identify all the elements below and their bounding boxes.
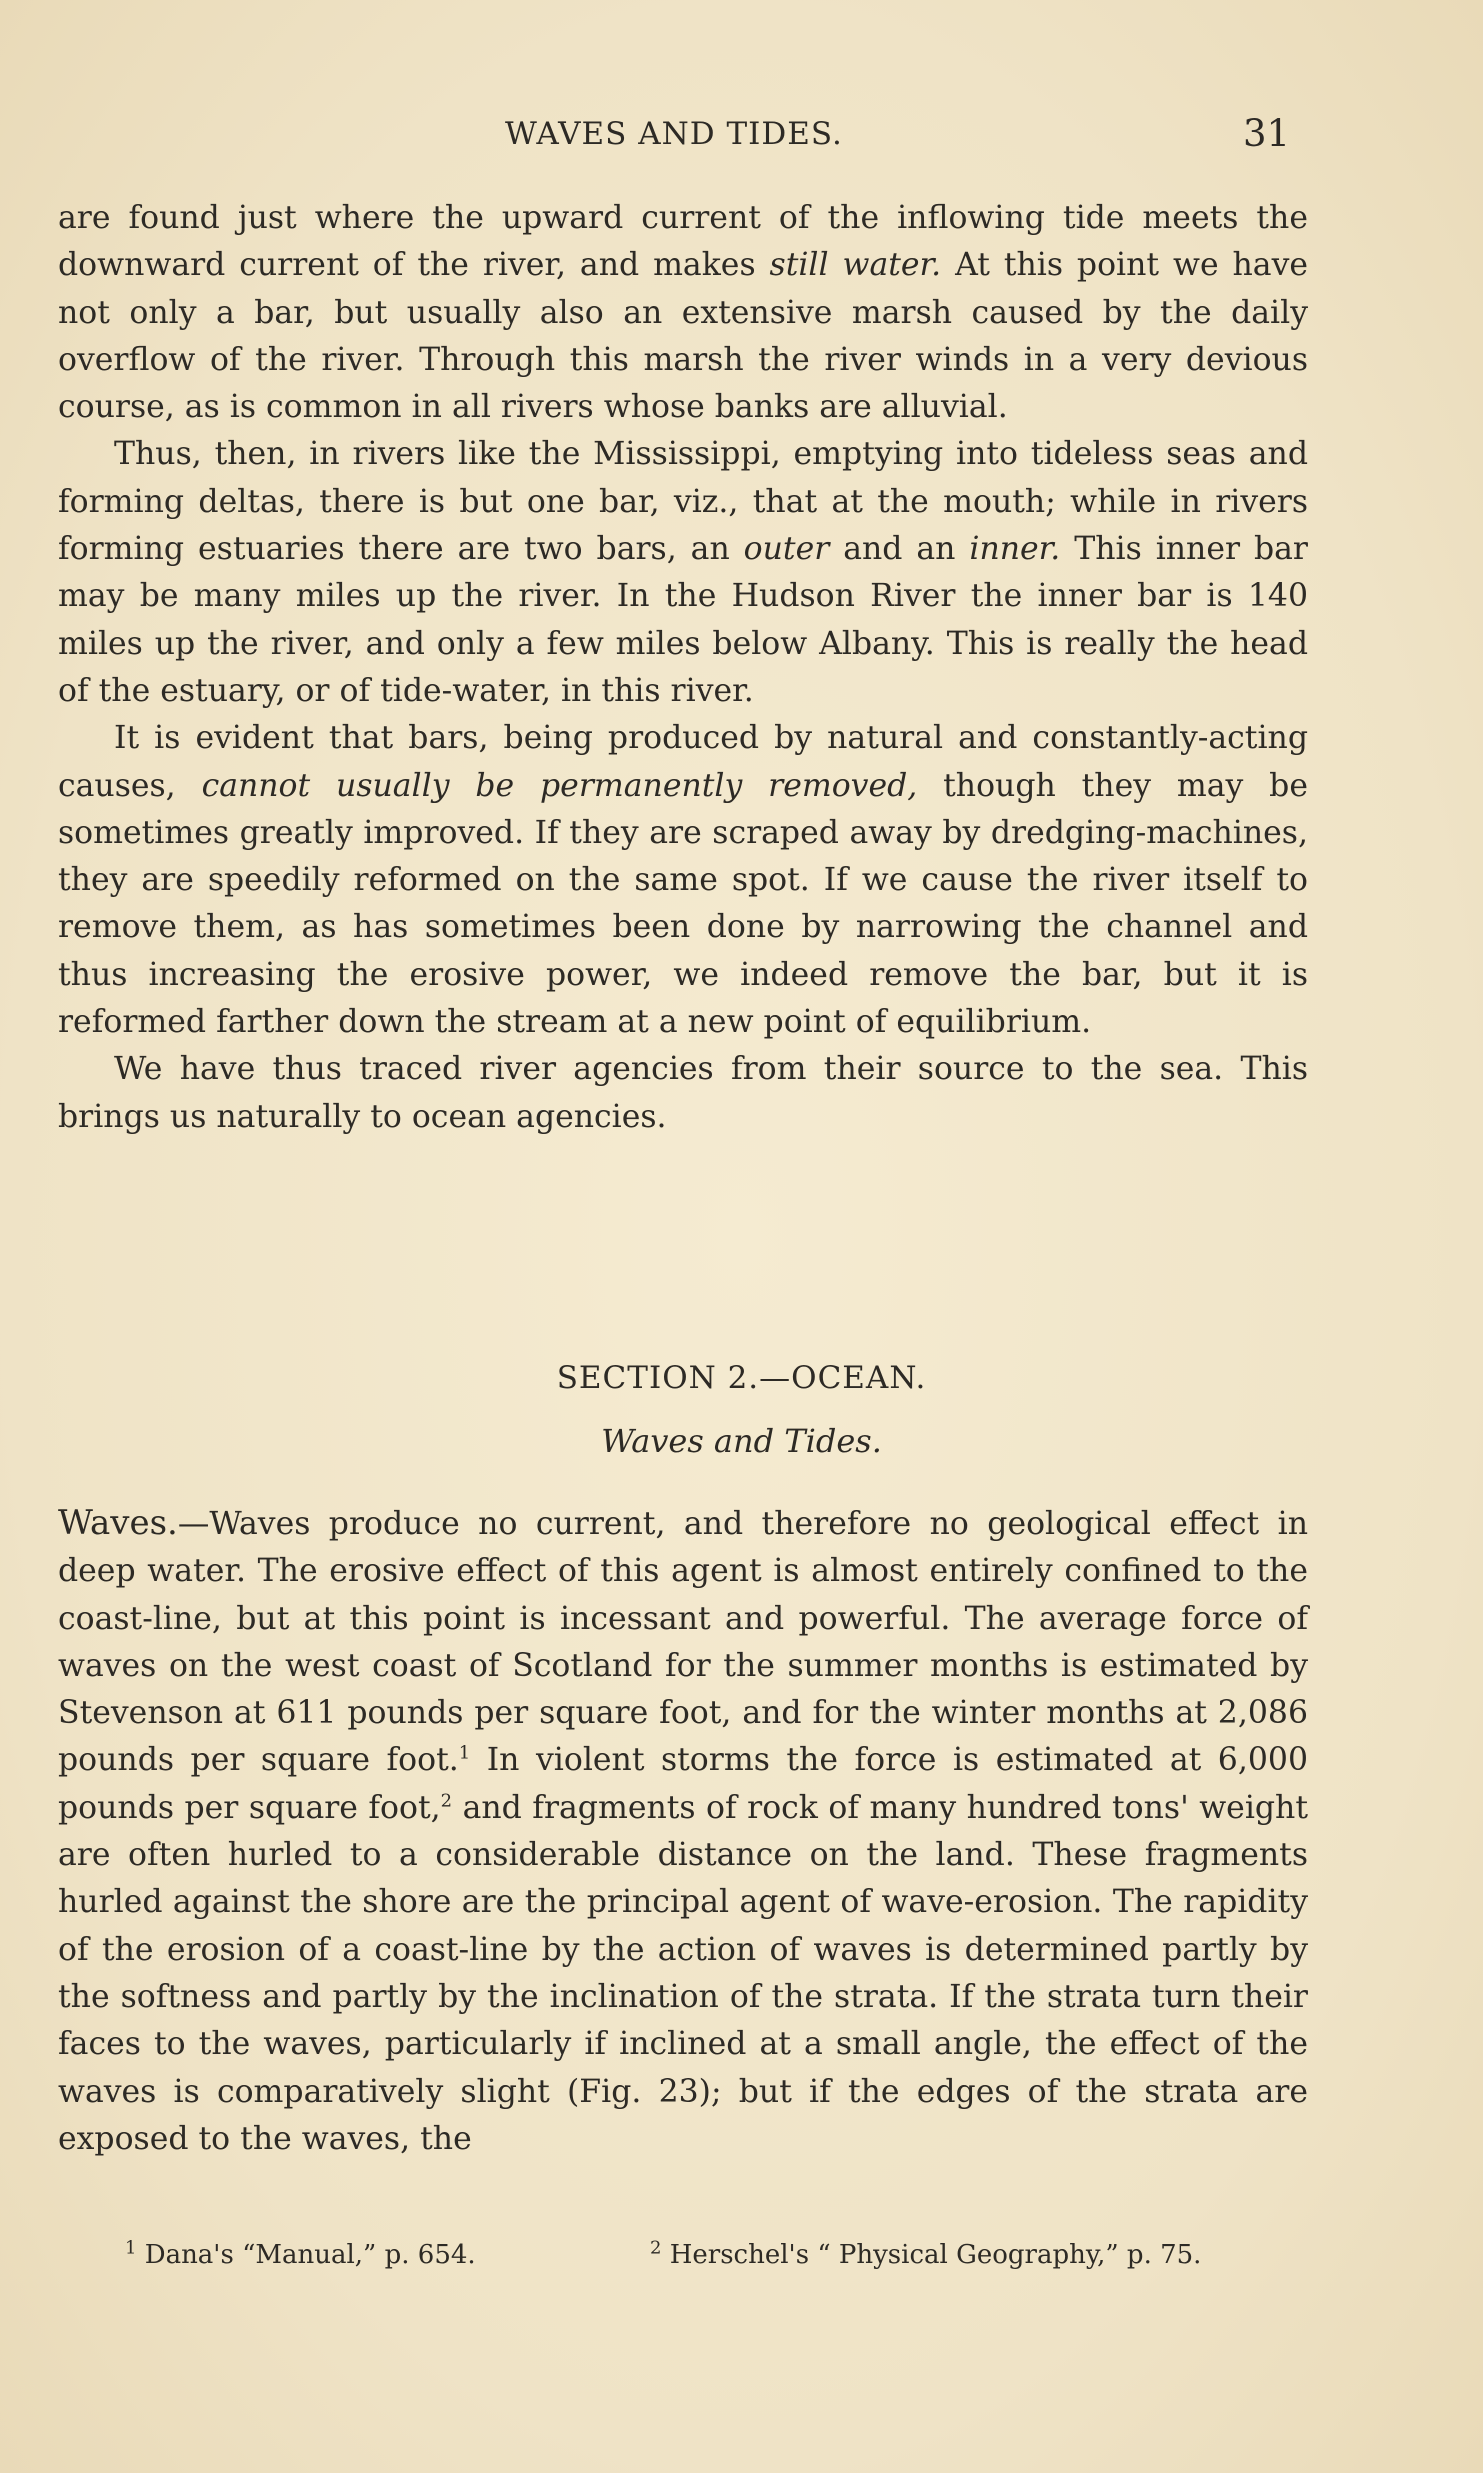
- footnote-text: Dana's “Manual,” p. 654.: [144, 2240, 476, 2270]
- footnote-ref: 1: [458, 1742, 471, 1764]
- footnotes: [0, 2237, 1483, 2290]
- italic-phrase: still water.: [769, 247, 942, 284]
- paragraph-transition: We have thus traced river agencies from their source to the sea. This brings us naturally to ocean agencies.: [58, 1051, 1308, 1135]
- paragraph-text: though they may be sometimes greatly improved. If they are scraped away by dredging-machines, they are speedily reformed on the same spot. If we cause the river itself to remove them, as has sometimes been done by narrowing the channel and thus increasing the erosive power, we indeed remove the bar, but it is reformed farther down the stream at a new point of equilibrium.: [58, 767, 1308, 1041]
- section-subheading: Waves and Tides.: [601, 1422, 882, 1460]
- page-number: 31: [1243, 112, 1291, 155]
- paragraph-deltas-estuaries: [58, 431, 1308, 715]
- section-heading: SECTION 2.—OCEAN.: [556, 1360, 927, 1396]
- paragraph-waves: [58, 1500, 1308, 2163]
- paragraph-text: At this point we have not only a bar, but usually also an extensive marsh caused by the daily overflow of the river. Through this marsh the river winds in a very devious course, as is common in all rivers whose banks are alluvial.: [58, 247, 1309, 426]
- paragraph-text: It is evident that bars, being produced by natural and constantly-acting causes,: [58, 720, 1308, 804]
- paragraph-text: and an: [829, 531, 970, 568]
- running-title: WAVES AND TIDES.: [505, 116, 843, 152]
- footnote-text: Herschel's “ Physical Geography,” p. 75.: [669, 2240, 1202, 2270]
- paragraph-text: This inner bar may be many miles up the river. In the Hudson River the inner bar is 140 miles up the river, and only a few miles below Albany. This is really the head of the estuary, or of tide-water, in this river.: [58, 531, 1308, 709]
- paragraph-text: Thus, then, in rivers like the Mississippi, emptying into tideless seas and forming deltas, there is but one bar, viz., that at the mouth; while in rivers forming estuaries there are two bars, an: [58, 436, 1308, 568]
- waves-text: [58, 1500, 1308, 2163]
- italic-phrase: outer: [743, 531, 830, 568]
- paragraph-bars-location: [58, 195, 1308, 431]
- run-in-heading: Waves.: [58, 1503, 178, 1543]
- paragraph-text: In violent storms the force is estimated at 6,000 pounds per square foot,: [58, 1742, 1308, 1826]
- paragraph-bars-removal: [58, 715, 1308, 1046]
- body-text: [58, 195, 1308, 1141]
- footnote-marker: 1: [125, 2237, 137, 2259]
- footnote-marker: 2: [650, 2237, 662, 2259]
- footnote: [125, 2237, 476, 2270]
- running-head: [0, 108, 1483, 158]
- footnote: [650, 2237, 1202, 2270]
- paragraph-text: —Waves produce no current, and therefore no geological effect in deep water. The erosive effect of this agent is almost entirely confined to the coast-line, but at this point is incessant and powerful. The average force of waves on the west coast of Scotland for the summer months is estimated by Stevenson at 611 pounds per square foot, and for the winter months at 2,086 pounds per square foot.: [58, 1506, 1308, 1779]
- italic-phrase: inner.: [969, 531, 1061, 568]
- italic-phrase: cannot usually be permanently removed,: [201, 767, 918, 804]
- footnote-ref: 2: [440, 1790, 453, 1812]
- paragraph-text: are found just where the upward current of the inflowing tide meets the downward current of the river, and makes: [58, 200, 1308, 284]
- paragraph-text: and fragments of rock of many hundred tons' weight are often hurled to a considerable distance on the land. These fragments hurled against the shore are the principal agent of wave-erosion. The rapidity of the erosion of a coast-line by the action of waves is determined partly by the softness and partly by the inclination of the strata. If the strata turn their faces to the waves, particularly if inclined at a small angle, the effect of the waves is comparatively slight (Fig. 23); but if the edges of the strata are exposed to the waves, the: [58, 1789, 1309, 2157]
